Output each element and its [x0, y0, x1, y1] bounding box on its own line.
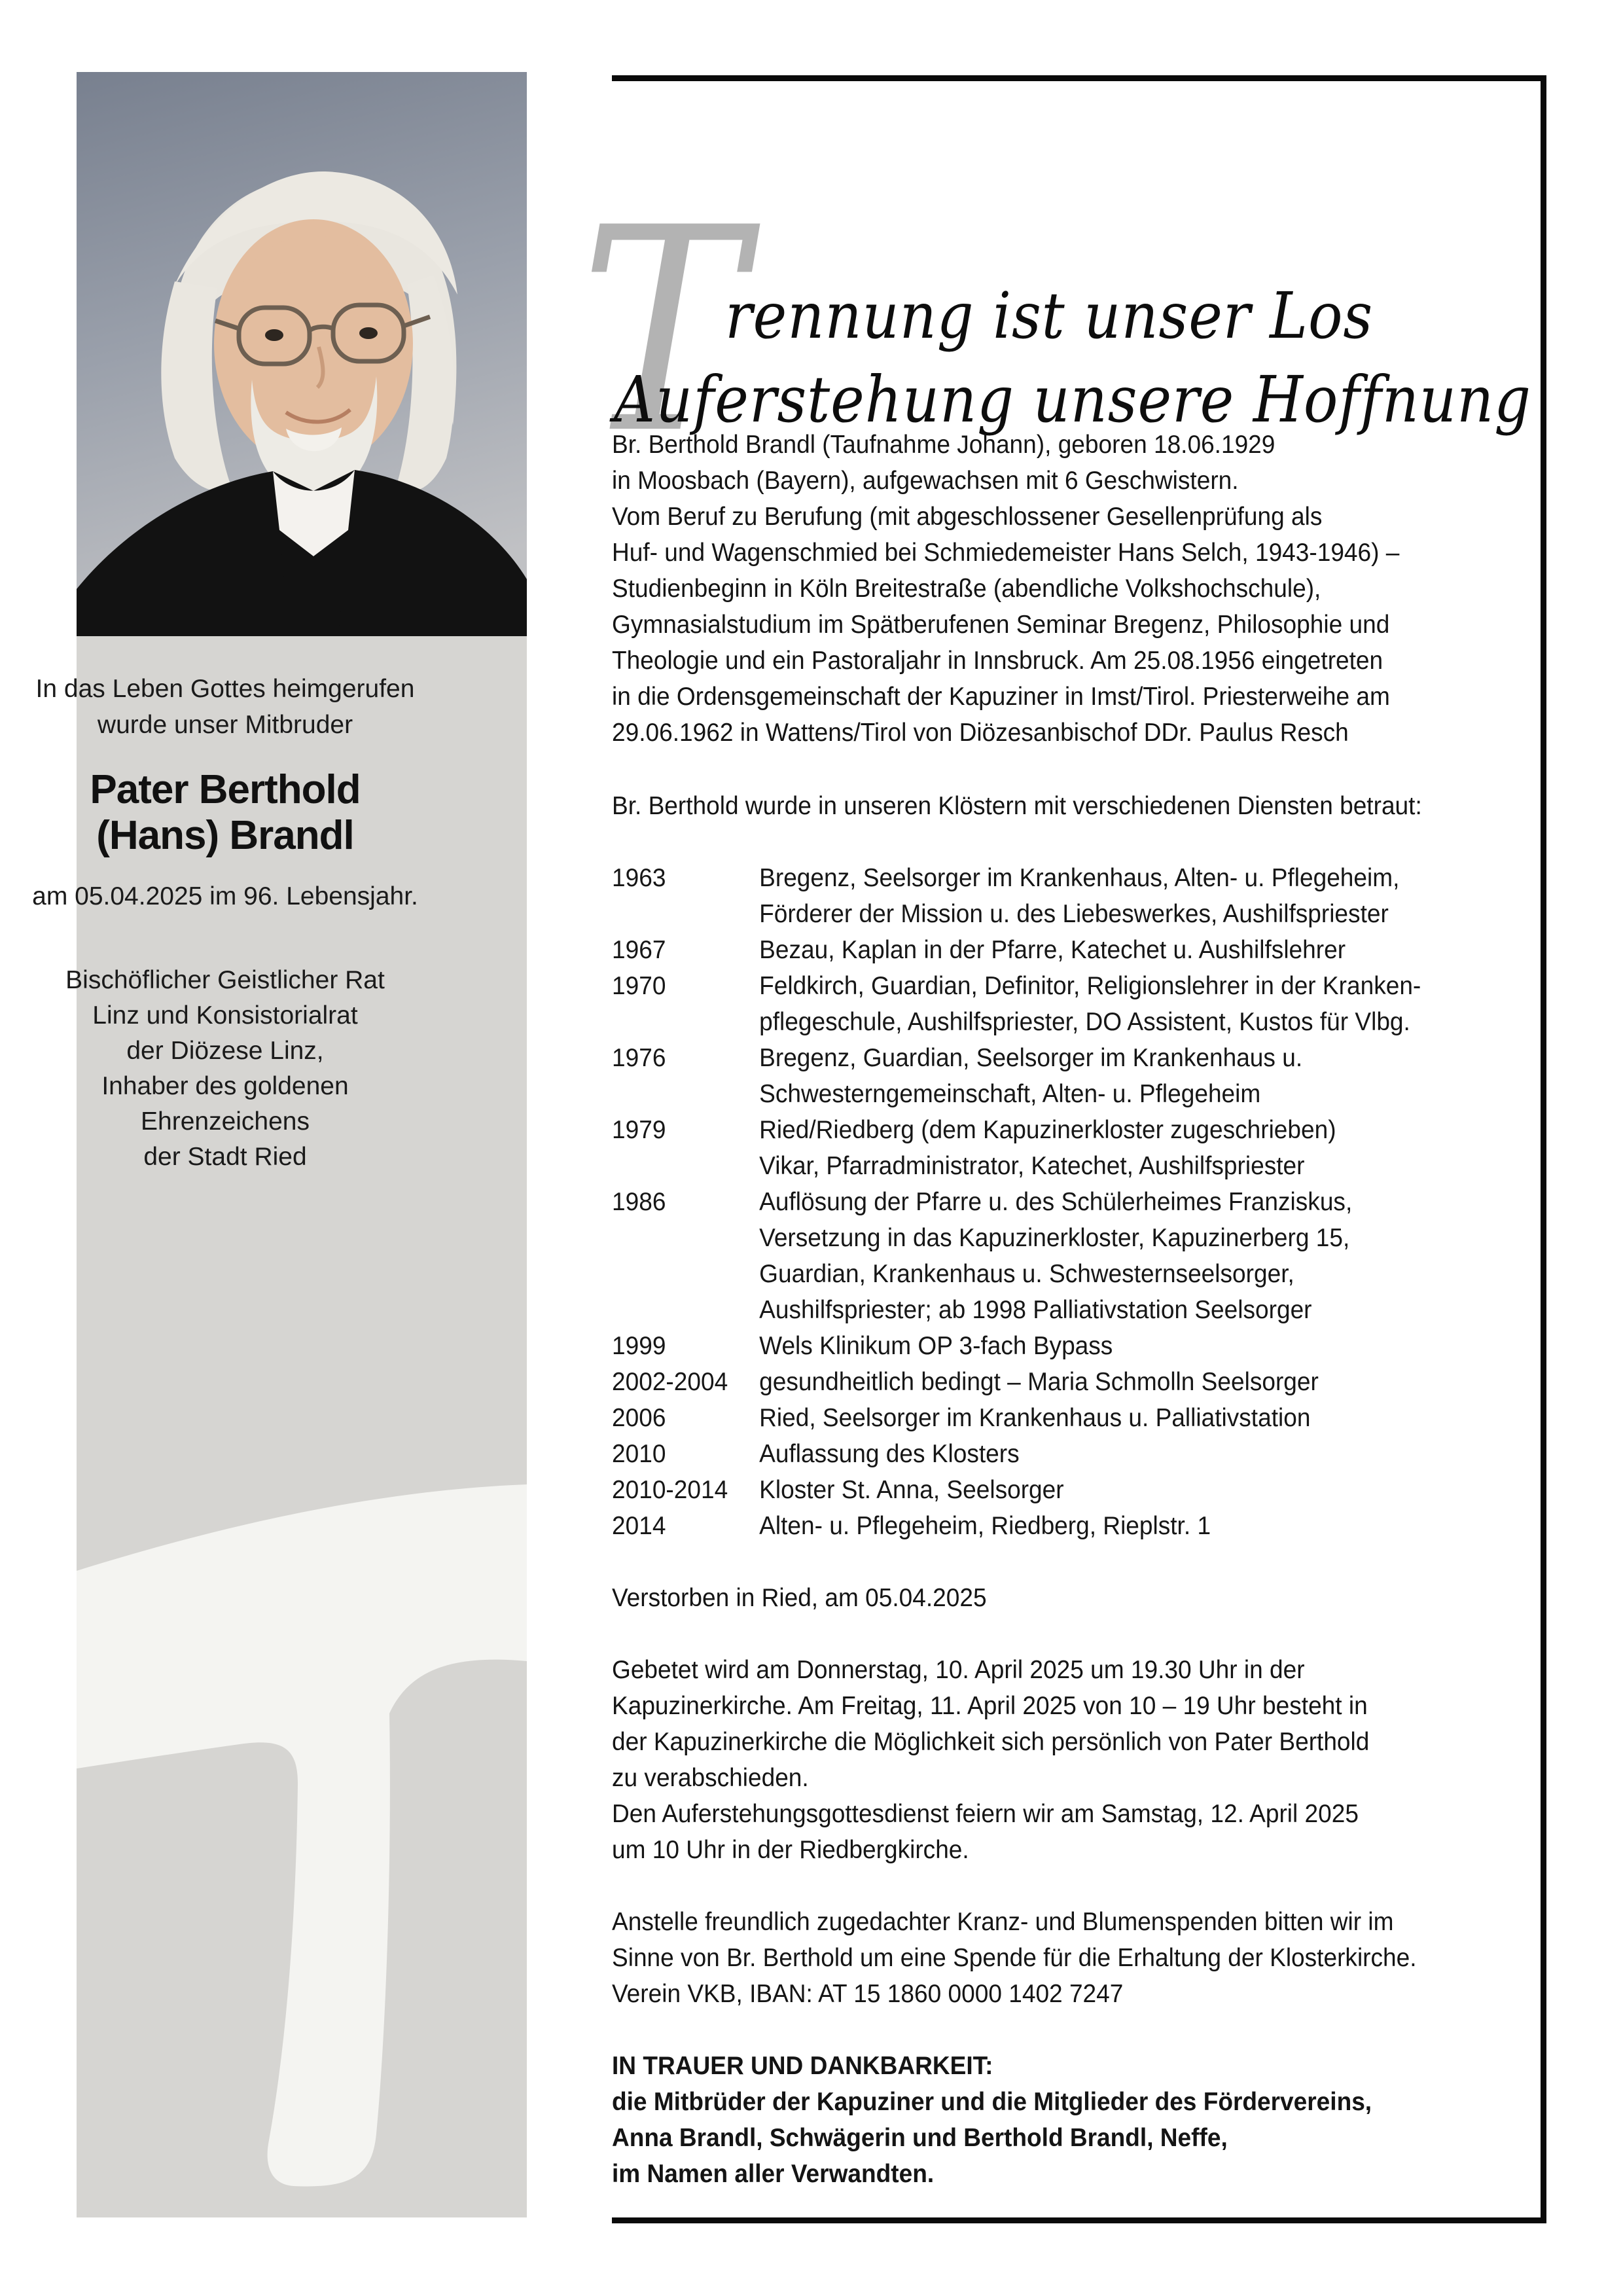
timeline-row — [612, 1004, 1539, 1040]
memorial-intro-line2: wurde unser Mitbruder — [97, 711, 353, 739]
donation-line: Sinne von Br. Berthold um eine Spende für die Erhaltung der Klosterkirche. — [612, 1944, 1417, 1972]
timeline-row — [612, 1292, 1539, 1328]
timeline-text: Bregenz, Seelsorger im Krankenhaus, Alten- u. Pflegeheim, — [759, 864, 1400, 892]
memorial-intro-line1: In das Leben Gottes heimgerufen — [35, 675, 415, 703]
timeline-text: Vikar, Pfarradministrator, Katechet, Aushilfspriester — [759, 1152, 1305, 1180]
heading-line-1: rennung ist unser Los — [725, 279, 1374, 353]
timeline-text: Auflassung des Klosters — [759, 1440, 1020, 1468]
honors-line: Ehrenzeichens — [141, 1107, 310, 1136]
died-line-text: Verstorben in Ried, am 05.04.2025 — [612, 1584, 987, 1612]
portrait-photo — [77, 72, 527, 636]
timeline-row — [612, 1364, 1539, 1400]
timeline-year — [612, 1292, 759, 1328]
timeline — [612, 860, 1539, 1544]
timeline-year — [612, 1076, 759, 1112]
timeline-text: Aushilfspriester; ab 1998 Palliativstation Seelsorger — [759, 1296, 1312, 1324]
donation-line: Anstelle freundlich zugedachter Kranz- und Blumenspenden bitten wir im — [612, 1908, 1394, 1936]
dropcap-T: T — [580, 168, 745, 495]
timeline-year: 1967 — [612, 936, 666, 964]
tau-cross-watermark — [77, 636, 527, 2217]
timeline-row — [612, 1508, 1539, 1544]
timeline-row — [612, 1112, 1539, 1148]
timeline-year: 2006 — [612, 1404, 666, 1432]
bio-line: Theologie und ein Pastoraljahr in Innsbruck. Am 25.08.1956 eingetreten — [612, 647, 1383, 675]
timeline-row — [612, 1328, 1539, 1364]
timeline-year: 2010-2014 — [612, 1476, 728, 1504]
timeline-text: pflegeschule, Aushilfspriester, DO Assistent, Kustos für Vlbg. — [759, 1008, 1410, 1036]
services-intro — [612, 788, 1539, 824]
donation-line: Verein VKB, IBAN: AT 15 1860 0000 1402 7247 — [612, 1980, 1124, 2008]
timeline-row — [612, 932, 1539, 968]
honors-line: Linz und Konsistorialrat — [92, 1001, 358, 1030]
funeral-line: der Kapuzinerkirche die Möglichkeit sich persönlich von Pater Berthold — [612, 1728, 1370, 1756]
timeline-row — [612, 1436, 1539, 1472]
timeline-text: Feldkirch, Guardian, Definitor, Religionslehrer in der Kranken- — [759, 972, 1421, 1000]
timeline-row — [612, 860, 1539, 896]
timeline-text: Versetzung in das Kapuzinerkloster, Kapuzinerberg 15, — [759, 1224, 1350, 1252]
funeral-line: Gebetet wird am Donnerstag, 10. April 2025 um 19.30 Uhr in der — [612, 1656, 1305, 1684]
timeline-year: 1976 — [612, 1044, 666, 1072]
timeline-year: 1970 — [612, 972, 666, 1000]
signoff-line: die Mitbrüder der Kapuziner und die Mitglieder des Fördervereins, — [612, 2088, 1372, 2116]
timeline-text: Auflösung der Pfarre u. des Schülerheimes Franziskus, — [759, 1188, 1353, 1216]
bio-line: Huf- und Wagenschmied bei Schmiedemeister Hans Selch, 1943-1946) – — [612, 539, 1400, 567]
honors-line: der Stadt Ried — [143, 1143, 307, 1171]
funeral-line: Kapuzinerkirche. Am Freitag, 11. April 2025 von 10 – 19 Uhr besteht in — [612, 1692, 1368, 1720]
timeline-row — [612, 1076, 1539, 1112]
timeline-row — [612, 1220, 1539, 1256]
timeline-year — [612, 1148, 759, 1184]
timeline-row — [612, 1184, 1539, 1220]
bio-line: 29.06.1962 in Wattens/Tirol von Diözesanbischof DDr. Paulus Resch — [612, 719, 1349, 747]
signoff-block — [612, 2048, 1539, 2192]
timeline-text: Guardian, Krankenhaus u. Schwesternseelsorger, — [759, 1260, 1294, 1288]
timeline-row — [612, 1472, 1539, 1508]
timeline-year — [612, 896, 759, 932]
memorial-panel — [77, 636, 527, 2217]
died-line — [612, 1580, 1539, 1616]
timeline-year — [612, 1220, 759, 1256]
signoff-line: Anna Brandl, Schwägerin und Berthold Brandl, Neffe, — [612, 2124, 1228, 2152]
timeline-row — [612, 1040, 1539, 1076]
bio-line: Studienbeginn in Köln Breitestraße (abendliche Volkshochschule), — [612, 575, 1321, 603]
timeline-text: Förderer der Mission u. des Liebeswerkes, Aushilfspriester — [759, 900, 1389, 928]
timeline-year: 1999 — [612, 1332, 666, 1360]
timeline-row — [612, 1148, 1539, 1184]
timeline-row — [612, 1400, 1539, 1436]
timeline-year — [612, 1256, 759, 1292]
timeline-text: Bregenz, Guardian, Seelsorger im Krankenhaus u. — [759, 1044, 1303, 1072]
timeline-text: Schwesterngemeinschaft, Alten- u. Pflegeheim — [759, 1080, 1261, 1108]
bio-line: Br. Berthold Brandl (Taufnahme Johann), geboren 18.06.1929 — [612, 431, 1275, 459]
timeline-year: 2002-2004 — [612, 1368, 728, 1396]
deceased-name-line1: Pater Berthold — [90, 767, 361, 812]
bio-line: in Moosbach (Bayern), aufgewachsen mit 6 Geschwistern. — [612, 467, 1239, 495]
timeline-year: 2014 — [612, 1512, 666, 1540]
timeline-year — [612, 1004, 759, 1040]
deceased-name-line2: (Hans) Brandl — [96, 813, 354, 858]
funeral-line: Den Auferstehungsgottesdienst feiern wir am Samstag, 12. April 2025 — [612, 1800, 1359, 1828]
timeline-text: Kloster St. Anna, Seelsorger — [759, 1476, 1064, 1504]
timeline-row — [612, 896, 1539, 932]
timeline-year: 2010 — [612, 1440, 666, 1468]
honors-line: der Diözese Linz, — [126, 1037, 324, 1065]
timeline-row — [612, 1256, 1539, 1292]
bio-line: Vom Beruf zu Berufung (mit abgeschlossener Gesellenprüfung als — [612, 503, 1323, 531]
funeral-line: um 10 Uhr in der Riedbergkirche. — [612, 1836, 969, 1864]
honors-line: Inhaber des goldenen — [101, 1072, 349, 1100]
funeral-line: zu verabschieden. — [612, 1764, 809, 1792]
donation-paragraph — [612, 1904, 1539, 2012]
timeline-text: Ried/Riedberg (dem Kapuzinerkloster zugeschrieben) — [759, 1116, 1336, 1144]
services-intro-line: Br. Berthold wurde in unseren Klöstern mit verschiedenen Diensten betraut: — [612, 792, 1422, 820]
funeral-paragraph — [612, 1652, 1539, 1868]
bio-line: in die Ordensgemeinschaft der Kapuziner in Imst/Tirol. Priesterweihe am — [612, 683, 1390, 711]
bio-paragraph — [612, 427, 1539, 751]
heading-line-2: Auferstehung unsere Hoffnung — [614, 363, 1531, 437]
timeline-text: gesundheitlich bedingt – Maria Schmolln Seelsorger — [759, 1368, 1319, 1396]
timeline-year: 1979 — [612, 1116, 666, 1144]
timeline-row — [612, 968, 1539, 1004]
signoff-heading: IN TRAUER UND DANKBARKEIT: — [612, 2052, 993, 2080]
timeline-text: Wels Klinikum OP 3-fach Bypass — [759, 1332, 1113, 1360]
honors-line: Bischöflicher Geistlicher Rat — [65, 966, 385, 994]
signoff-line: im Namen aller Verwandten. — [612, 2160, 935, 2188]
timeline-year: 1963 — [612, 864, 666, 892]
death-date-line: am 05.04.2025 im 96. Lebensjahr. — [32, 882, 418, 910]
bio-line: Gymnasialstudium im Spätberufenen Seminar Bregenz, Philosophie und — [612, 611, 1390, 639]
timeline-text: Alten- u. Pflegeheim, Riedberg, Rieplstr. 1 — [759, 1512, 1211, 1540]
timeline-text: Bezau, Kaplan in der Pfarre, Katechet u. Aushilfslehrer — [759, 936, 1346, 964]
timeline-year: 1986 — [612, 1188, 666, 1216]
timeline-text: Ried, Seelsorger im Krankenhaus u. Palliativstation — [759, 1404, 1311, 1432]
